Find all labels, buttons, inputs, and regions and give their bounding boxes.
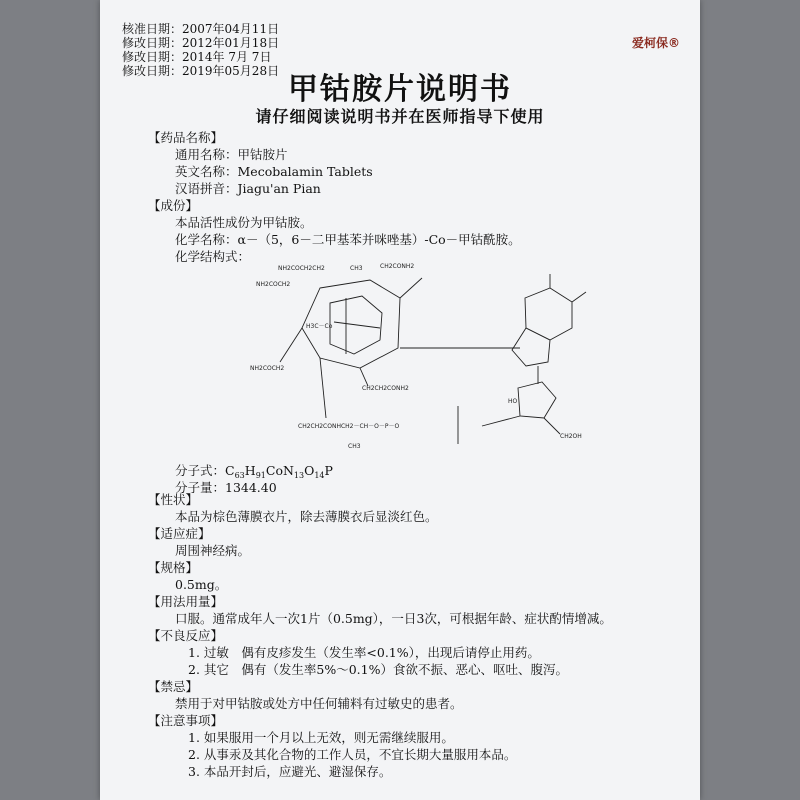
bond [360,368,368,386]
imidazole-ring [512,328,550,366]
structure-label: CH2CONH2 [380,263,415,270]
section-header-adverse: 【不良反应】 [148,628,224,643]
section-header-ingredients: 【成份】 [148,198,199,213]
benzene-ring [525,288,572,340]
note-item-1: 1. 如果服用一个月以上无效，则无需继续服用。 [188,730,454,745]
bond [334,322,380,328]
date-line: 修改日期：2019年05月28日 [122,64,280,78]
molecular-weight: 分子量：1344.40 [175,480,277,495]
section-header-properties: 【性状】 [148,492,199,507]
section-header-spec: 【规格】 [148,560,199,575]
note-item-2: 2. 从事汞及其化合物的工作人员，不宜长期大量服用本品。 [188,747,517,762]
section-header-indication: 【适应症】 [148,526,211,541]
structure-label: CH3 [350,265,363,272]
structure-label: NH2COCH2 [250,365,285,372]
active-ingredient: 本品活性成份为甲钴胺。 [175,215,313,230]
date-line: 修改日期：2012年01月18日 [122,36,280,50]
properties-text: 本品为棕色薄膜衣片，除去薄膜衣后显淡红色。 [175,509,438,524]
section-header-usage: 【用法用量】 [148,594,224,609]
chemical-name: 化学名称：α－（5，6－二甲基苯并咪唑基）-Co－甲钴酰胺。 [175,232,521,247]
date-line: 核准日期：2007年04月11日 [122,22,280,36]
structure-label: CH3 [348,443,361,450]
leaflet-sheet [100,0,700,800]
bond [482,416,520,426]
section-header-name: 【药品名称】 [148,130,224,145]
bond [280,328,302,362]
usage-text: 口服。通常成年人一次1片（0.5mg），一日3次，可根据年龄、症状酌情增减。 [175,611,612,626]
structure-label: CH2CH2CONHCH2－CH－O－P－O [298,423,400,430]
document-subtitle: 请仔细阅读说明书并在医师指导下使用 [255,107,545,126]
spec-text: 0.5mg。 [175,577,228,592]
structure-label: H3C－Co [306,323,333,330]
contraindication-text: 禁用于对甲钴胺或处方中任何辅料有过敏史的患者。 [175,696,463,711]
structure-label: HO [508,398,518,405]
ribose-ring [518,382,556,418]
section-header-notes: 【注意事项】 [148,713,224,728]
bond [544,418,560,434]
bond [572,292,586,302]
adverse-item-1: 1. 过敏 偶有皮疹发生（发生率<0.1%），出现后请停止用药。 [188,645,540,660]
structure-label: CH2CH2CONH2 [362,385,409,392]
structure-label: CH2OH [560,433,582,440]
bond [320,358,326,418]
indication-text: 周围神经病。 [175,543,251,558]
note-item-3: 3. 本品开封后，应避光、避湿保存。 [188,764,392,779]
date-line: 修改日期：2014年 7月 7日 [122,50,272,64]
common-name: 通用名称：甲钴胺片 [175,147,288,162]
bond [400,278,422,298]
pinyin-name: 汉语拼音：Jiagu'an Pian [175,181,321,196]
adverse-item-2: 2. 其它 偶有（发生率5%～0.1%）食欲不振、恶心、呕吐、腹泻。 [188,662,568,677]
structure-label: NH2COCH2CH2 [278,265,325,272]
english-name: 英文名称：Mecobalamin Tablets [175,164,373,179]
section-header-contraindication: 【禁忌】 [148,679,199,694]
molecular-formula: 分子式：$C_{63}H_{91}CoN_{13}O_{14}P$ [175,463,333,480]
brand-logo: 爱柯保® [631,36,680,50]
chemical-structure-label: 化学结构式： [175,249,251,264]
chemical-structure-diagram [250,258,610,458]
structure-label: NH2COCH2 [256,281,291,288]
document-title: 甲钴胺片说明书 [288,72,512,107]
